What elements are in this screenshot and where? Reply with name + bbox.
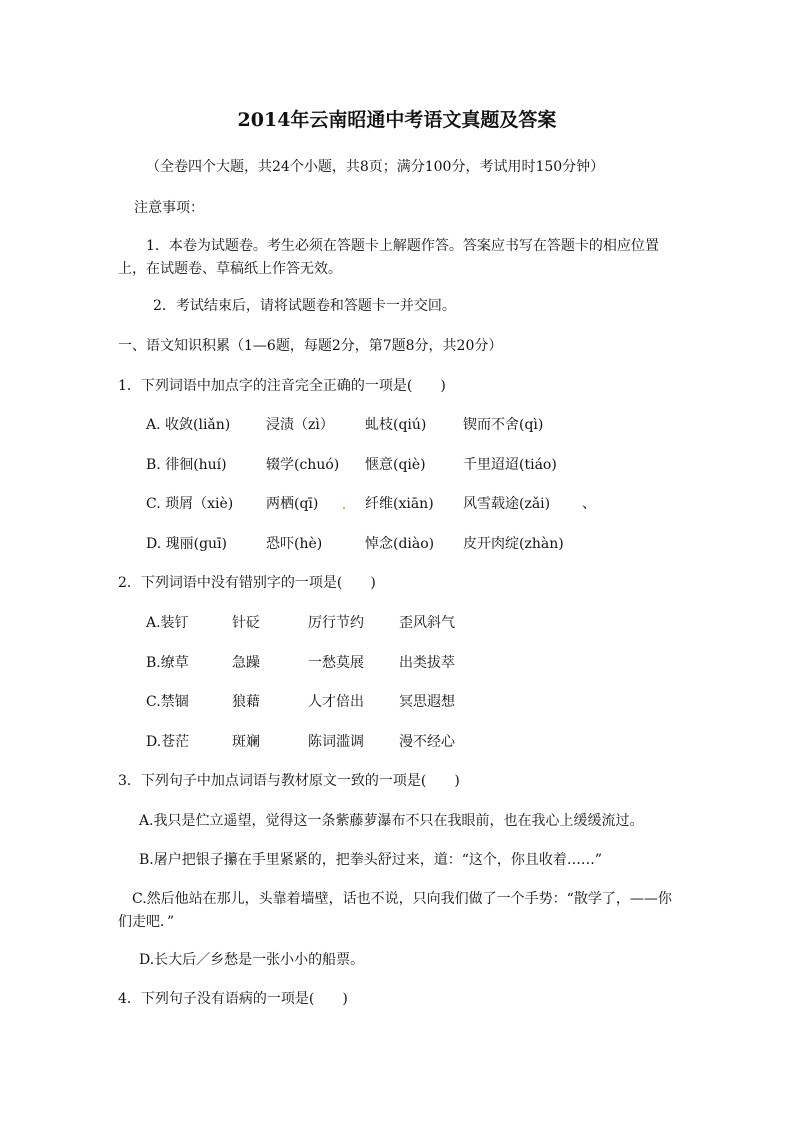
option-term: 厉行节约 [308,615,364,631]
option-term: 两栖(qī) [266,496,319,512]
option-term: 悼念(diào) [365,536,435,552]
option-term: 恐吓(hè) [266,536,323,552]
option-term: A.装钉 [146,615,189,631]
notice-heading: 注意事项： [134,200,204,216]
option-term: C.禁锢 [146,694,189,710]
option-term: 浸渍（zì） [266,417,334,433]
option-term: 急躁 [232,655,260,671]
option-term: 陈词滥调 [308,734,364,750]
option-term: B.缭草 [146,655,189,671]
option-term: 狼藉 [232,694,260,710]
exam-subtitle: （全卷四个大题，共24个小题，共8页；满分100分，考试用时150分钟） [146,159,605,175]
option-term: 针砭 [232,615,260,631]
option-term: 纤维(xiān) [365,496,434,512]
question-1-stem: 1．下列词语中加点字的注音完全正确的一项是( ) [118,378,446,394]
notice-item-1: 1．本卷为试题卷。考生必须在答题卡上解题作答。答案应书写在答题卡的相应位置上，在试题卷、草稿纸上作答无效。 [118,238,659,277]
stray-mark [343,507,345,509]
section-heading-1: 一、语文知识积累（1—6题，每题2分，第7题8分，共20分） [118,338,503,354]
option-term: 一愁莫展 [308,655,364,671]
question-3-stem: 3．下列句子中加点词语与教材原文一致的一项是( ) [118,773,460,789]
option-term: 千里迢迢(tiáo) [463,457,557,473]
option-term: 人才倍出 [308,694,364,710]
option-term: 惬意(qiè) [365,457,426,473]
option-term: 出类拔萃 [399,655,455,671]
question-3-option-a: A.我只是伫立遥望，觉得这一条紫藤萝瀑布不只在我眼前，也在我心上缓缓流过。 [139,813,644,829]
option-term: 冥思遐想 [399,694,455,710]
notice-item-2: 2．考试结束后，请将试题卷和答题卡一并交回。 [153,298,456,314]
option-term: 锲而不舍(qì) [463,417,544,433]
stray-comma: 、 [582,496,596,512]
question-4-stem: 4．下列句子没有语病的一项是( ) [118,991,348,1007]
question-3-option-d: D.长大后／乡愁是一张小小的船票。 [139,952,365,968]
option-term: 辍学(chuó) [266,457,340,473]
option-term: A. 收敛(liǎn) [146,417,231,433]
option-term: 歪风斜气 [399,615,455,631]
option-term: C. 琐屑（xiè) [146,496,234,512]
option-term: B. 徘徊(huí) [146,457,227,473]
question-3-option-b: B.屠户把银子攥在手里紧紧的，把拳头舒过来，道：“这个，你且收着……” [139,852,603,868]
option-term: 风雪载途(zǎi) [463,496,551,512]
document-title: 2014年云南昭通中考语文真题及答案 [237,109,557,131]
option-term: 斑斓 [232,734,260,750]
question-3-option-c: C.然后他站在那儿，头靠着墙壁，话也不说，只向我们做了一个手势：“散学了，——你们走吧．” [118,891,672,930]
option-term: D.苍茫 [146,734,190,750]
option-term: D. 瑰丽(guī) [146,536,228,552]
option-term: 漫不经心 [399,734,455,750]
question-2-stem: 2．下列词语中没有错别字的一项是( ) [118,575,376,591]
option-term: 虬枝(qiú) [365,417,427,433]
option-term: 皮开肉绽(zhàn) [463,536,564,552]
